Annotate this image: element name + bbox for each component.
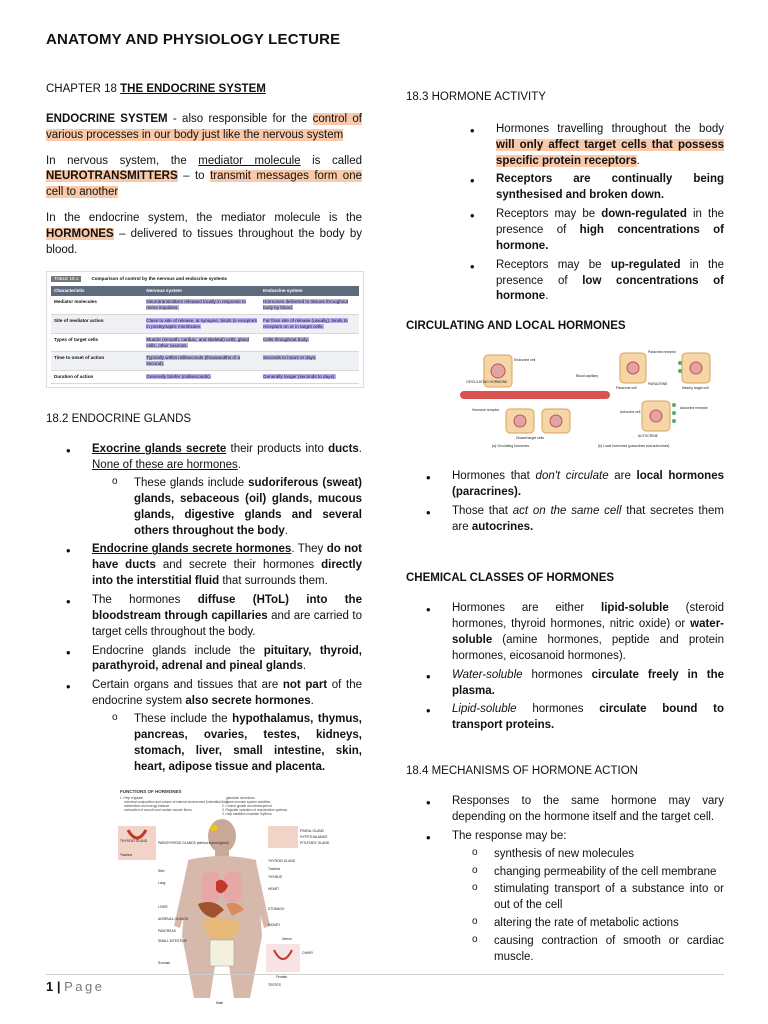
cell-text: Close to site of release, at synapse; binds to receptors in postsynaptic membrane.: [146, 317, 257, 329]
cell-text: Cells throughout body.: [263, 336, 309, 342]
text: Hormones are either: [452, 602, 602, 615]
sub-list: [112, 476, 362, 539]
text: is called: [300, 154, 363, 167]
fn-line: contraction of smooth and cardiac muscle fibers.: [124, 808, 193, 813]
text: (steroid hormones, thyroid hormones, nitric oxide) or: [452, 602, 724, 631]
text: .: [237, 459, 241, 472]
text: In nervous system, the: [46, 154, 199, 167]
bold: directly into the interstitial fluid: [92, 559, 363, 588]
list-item: [426, 504, 724, 536]
mechanisms-list: [426, 794, 724, 966]
text: Those that: [452, 504, 513, 517]
comparison-table-figure: [46, 271, 364, 389]
table-cell: [260, 314, 359, 333]
label-liver: LIVER: [158, 905, 168, 910]
text: and are carried to target cells throughout the body.: [92, 609, 362, 638]
highlight: will only affect target cells that possess specific protein receptors: [496, 138, 724, 167]
table-cell: Types of target cells: [51, 333, 143, 352]
sub-list: [112, 712, 362, 775]
label-female: Female: [276, 975, 287, 980]
label: Hormone receptor: [472, 408, 500, 413]
table-cell: Time to onset of action: [51, 352, 143, 371]
text: Certain organs and tissues that are: [92, 679, 283, 692]
text: Hormones travelling throughout the body: [496, 122, 724, 135]
bold: up-regulated: [610, 258, 681, 271]
label-stomach: STOMACH: [268, 907, 285, 912]
bold: water-soluble: [452, 618, 724, 647]
label: (a) Circulating hormones: [492, 444, 530, 449]
footer-divider: [46, 974, 724, 975]
bold: pituitary, thyroid, parathyroid, adrenal and pineal glands: [92, 644, 362, 673]
table-cell: [143, 296, 260, 314]
table-title: Comparison of control by the nervous and endocrine systems: [91, 275, 227, 281]
italic: Water-soluble: [452, 668, 523, 681]
text: .: [545, 290, 549, 303]
text: .: [310, 695, 314, 708]
text: in the presence of: [496, 258, 725, 287]
page-number: 1: [46, 979, 54, 994]
text: .: [284, 524, 288, 537]
list-item: [426, 702, 724, 734]
label: Paracrine receptor: [648, 350, 676, 355]
text: of the endocrine system: [92, 679, 362, 708]
text: Endocrine glands include the: [92, 644, 264, 657]
bold: hypothalamus, thymus, pancreas, ovaries, testes, kidneys, stomach, liver, small intestine, skin, heart, adipose tissue and placenta.: [134, 713, 363, 773]
list-item: [470, 172, 724, 204]
fn-line: 4. Help establish circadian rhythms.: [222, 812, 273, 817]
label: Distant target cells: [516, 436, 544, 441]
section-heading-activity: 18.3 HORMONE ACTIVITY: [406, 91, 546, 103]
table-header: Characteristic: [51, 286, 143, 296]
label-uterus: Uterus: [282, 937, 292, 942]
list-item: o stimulating transport of a substance into or out of the cell: [472, 882, 724, 914]
table-row: [51, 333, 359, 352]
table-cell: Duration of action: [51, 371, 143, 384]
list-item: o changing permeability of the cell membrane: [472, 865, 724, 881]
list-item: o causing contraction of smooth or cardiac muscle.: [472, 934, 724, 966]
fn-line: glandular secretions.: [226, 796, 256, 801]
cell-text: Hormones delivered to tissues throughout body by blood.: [263, 298, 349, 310]
label: CIRCULATING HORMONE: [466, 380, 508, 385]
list-item: [66, 542, 362, 590]
label-trachea: Trachea: [120, 853, 132, 858]
label-pancreas: PANCREAS: [158, 929, 176, 934]
italic: act on the same cell: [512, 504, 622, 517]
text: Responses to the same hormone may vary depending on the hormone itself and the target cell.: [452, 795, 724, 823]
fn-line: 1. Help regulate:: [120, 796, 144, 801]
term-endocrine-system: ENDOCRINE SYSTEM: [46, 112, 168, 125]
label-lung: Lung: [158, 881, 166, 886]
bold: Receptors are continually being synthesised and broken down.: [496, 173, 724, 202]
highlight: control of various processes in our body just like the nervous system: [46, 112, 362, 141]
table-row: [51, 296, 359, 314]
label-trachea-right: Trachea: [268, 867, 280, 872]
bold: not part: [282, 679, 328, 692]
list-item: [426, 668, 724, 700]
fn-line: metabolism and energy balance.: [124, 804, 171, 809]
label-pituitary: PITUITARY GLAND: [300, 841, 330, 846]
table-cell: Site of mediator action: [51, 314, 143, 333]
bold: sudoriferous (sweat) glands, sebaceous (oil) glands, mucous glands, digestive glands and several others throughout the body: [134, 476, 362, 537]
chapter-prefix: CHAPTER 18: [46, 83, 121, 95]
table-cell: [260, 352, 359, 371]
label: Autocrine cell: [620, 410, 641, 415]
cell-text: Neurotransmitters released locally in response to nerve impulses.: [146, 298, 246, 310]
fn-line: 2. Control growth and development.: [222, 804, 273, 809]
intro-p3: [46, 211, 362, 259]
table-cell: [260, 296, 359, 314]
table-cell: [143, 371, 260, 384]
text: their products into: [226, 443, 329, 456]
text: . They: [291, 543, 327, 556]
footer-separator: |: [53, 979, 65, 994]
table-cell: Mediator molecules: [51, 296, 143, 314]
label-thymus: THYMUS: [268, 875, 282, 880]
bold: diffuse (HToL) into the bloodstream through capillaries: [92, 593, 362, 622]
list-item: [426, 601, 724, 664]
text: hormones: [522, 668, 592, 681]
bold: down-regulated: [601, 208, 687, 221]
label-male: Male: [216, 1001, 224, 1006]
table-row: [51, 371, 359, 384]
label-scrotum: Scrotum: [158, 961, 171, 966]
label-thyroid-right: THYROID GLAND: [268, 859, 296, 864]
cell-text: Generally briefer (milliseconds).: [146, 374, 211, 380]
section-heading-mechanisms: 18.4 MECHANISMS OF HORMONE ACTION: [406, 765, 638, 778]
table-cell: [143, 352, 260, 371]
label-ovary: OVARY: [302, 951, 314, 956]
intro-p1: [46, 112, 362, 144]
underlined: Endocrine glands secrete hormones: [92, 543, 292, 556]
fn-line: chemical composition and volume of internal environment (interstitial fluid).: [124, 800, 230, 805]
italic: Lipid-soluble: [452, 703, 517, 716]
section-heading-glands: 18.2 ENDOCRINE GLANDS: [46, 413, 192, 426]
list-item: o synthesis of new molecules: [472, 847, 724, 863]
text: in the presence of: [496, 208, 724, 237]
fig-title: FUNCTIONS OF HORMONES: [120, 789, 182, 795]
text: These glands include: [134, 476, 249, 489]
bold: lipid-soluble: [601, 602, 669, 615]
cell-text: Typically within milliseconds (thousandths of a second).: [146, 355, 241, 367]
glands-list: [66, 442, 362, 775]
list-item: [426, 469, 724, 501]
highlight: transmit messages form one cell to another: [46, 170, 362, 199]
list-item: [66, 678, 362, 775]
text: – to: [177, 170, 211, 183]
text: are: [608, 470, 637, 483]
text: .: [636, 154, 640, 167]
label: Endocrine cell: [514, 358, 536, 363]
list-item: [470, 122, 724, 170]
bold: low concentrations of hormone: [496, 274, 725, 303]
label-small-intestine: SMALL INTESTINE: [158, 939, 187, 944]
text: hormones: [516, 703, 600, 716]
text: The hormones: [92, 593, 198, 606]
cell-text: Far from site of release (usually); binds to receptors on or in target cells.: [263, 317, 348, 329]
table-cell: [143, 314, 260, 333]
page-footer: [46, 978, 104, 996]
list-item: [66, 593, 362, 641]
text: (amine hormones, peptide and protein hormones, eicosanoid hormones).: [452, 634, 724, 662]
bold: local hormones (paracrines).: [452, 470, 724, 498]
label-adrenal: ADRENAL GLANDS: [158, 917, 188, 922]
text: that secretes them are: [452, 504, 724, 533]
label-testes: TESTES: [268, 983, 281, 988]
text: In the endocrine system, the mediator molecule is the: [46, 212, 362, 225]
underlined: None of these are hormones: [92, 459, 238, 472]
page-title: ANATOMY AND PHYSIOLOGY LECTURE: [46, 31, 341, 48]
bold: ducts: [328, 443, 359, 456]
label: Autocrine receptor: [680, 406, 708, 411]
label: AUTOCRINE: [638, 434, 658, 439]
section-heading-chemical: CHEMICAL CLASSES OF HORMONES: [406, 572, 615, 585]
label: PARACRINE: [648, 382, 668, 387]
activity-list: [470, 122, 724, 305]
label-kidney: KIDNEY: [268, 923, 281, 928]
table-row: [51, 352, 359, 371]
list-item: [470, 258, 724, 306]
circulating-list: [426, 469, 724, 535]
intro-p2: [46, 154, 362, 202]
list-item: [426, 829, 724, 966]
bold: circulate bound to transport proteins.: [452, 703, 724, 732]
list-item: [66, 644, 362, 676]
table-header: Endocrine system: [260, 286, 359, 296]
left-column: [46, 82, 362, 1012]
text: and secrete their hormones: [155, 559, 322, 572]
text: .: [302, 660, 307, 673]
cell-text: Muscle (smooth, cardiac, and skeletal) cells, gland cells, other neurons.: [146, 336, 250, 348]
italic: don't circulate: [535, 470, 609, 483]
list-item: [112, 712, 362, 775]
text: - also responsible for the: [167, 112, 313, 125]
blood-capillary: [460, 391, 610, 399]
bold: also secrete hormones: [185, 695, 311, 708]
label: Nearby target cell: [682, 386, 709, 391]
label-skin: Skin: [158, 869, 165, 874]
text: These include the: [134, 713, 233, 725]
table-cell: [260, 371, 359, 384]
fn-line: some immune system activities.: [226, 800, 271, 805]
list-item: [470, 207, 724, 255]
chemical-list: [426, 601, 724, 734]
chapter-heading: [46, 82, 362, 98]
table-caption: [51, 276, 359, 282]
underlined: mediator molecule: [198, 154, 301, 167]
list-item: o altering the rate of metabolic actions: [472, 916, 724, 932]
label: Blood capillary: [576, 374, 599, 379]
table-cell: [143, 333, 260, 352]
comparison-table: [51, 286, 359, 385]
sub-list: [472, 847, 724, 966]
cell-text: Seconds to hours or days.: [263, 355, 317, 361]
text: The response may be:: [452, 829, 567, 842]
text: that surrounds them.: [219, 575, 328, 588]
text: Hormones that: [452, 470, 536, 483]
table-cell: [260, 333, 359, 352]
text: Receptors may be: [496, 208, 602, 221]
list-item: [112, 476, 362, 539]
text: Receptors may be: [496, 258, 611, 271]
bold: autocrines.: [471, 520, 534, 533]
term-hormones: HORMONES: [46, 228, 114, 241]
text: – delivered to tissues throughout the body by blood.: [46, 228, 362, 256]
table-header: Nervous system: [143, 286, 260, 296]
head-inset: [268, 826, 298, 848]
label-pineal: PINEAL GLAND: [300, 829, 324, 834]
cell-text: Generally longer (seconds to days).: [263, 374, 336, 380]
bold: high concentrations of hormone.: [496, 224, 724, 252]
bold: circulate freely in the plasma.: [452, 668, 725, 697]
right-column: [406, 90, 724, 969]
text: .: [358, 443, 362, 456]
chapter-name: THE ENDOCRINE SYSTEM: [120, 83, 266, 95]
hormone-types-figure: [420, 349, 720, 449]
label-hypothalamus: HYPOTHALAMUS: [300, 835, 328, 840]
label-parathyroid: PARATHYROID GLANDS (behind thyroid gland): [158, 841, 229, 846]
label-thyroid: THYROID GLAND: [120, 839, 148, 844]
table-row: [51, 314, 359, 333]
list-item: [66, 442, 362, 539]
label: (b) Local hormones (paracrines and autocrines): [598, 444, 670, 449]
fn-line: 3. Regulate operation of reproductive systems.: [222, 808, 288, 813]
label: Paracrine cell: [616, 386, 637, 391]
list-item: [426, 794, 724, 826]
page-label: Page: [64, 979, 105, 994]
label-heart: HEART: [268, 887, 280, 892]
bold: do not have ducts: [92, 543, 363, 572]
underlined: Exocrine glands secrete: [92, 443, 227, 456]
table-label: TABLE 18.1: [51, 276, 81, 282]
section-heading-circulating: CIRCULATING AND LOCAL HORMONES: [406, 320, 626, 333]
term-neurotransmitters: NEUROTRANSMITTERS: [46, 170, 178, 183]
